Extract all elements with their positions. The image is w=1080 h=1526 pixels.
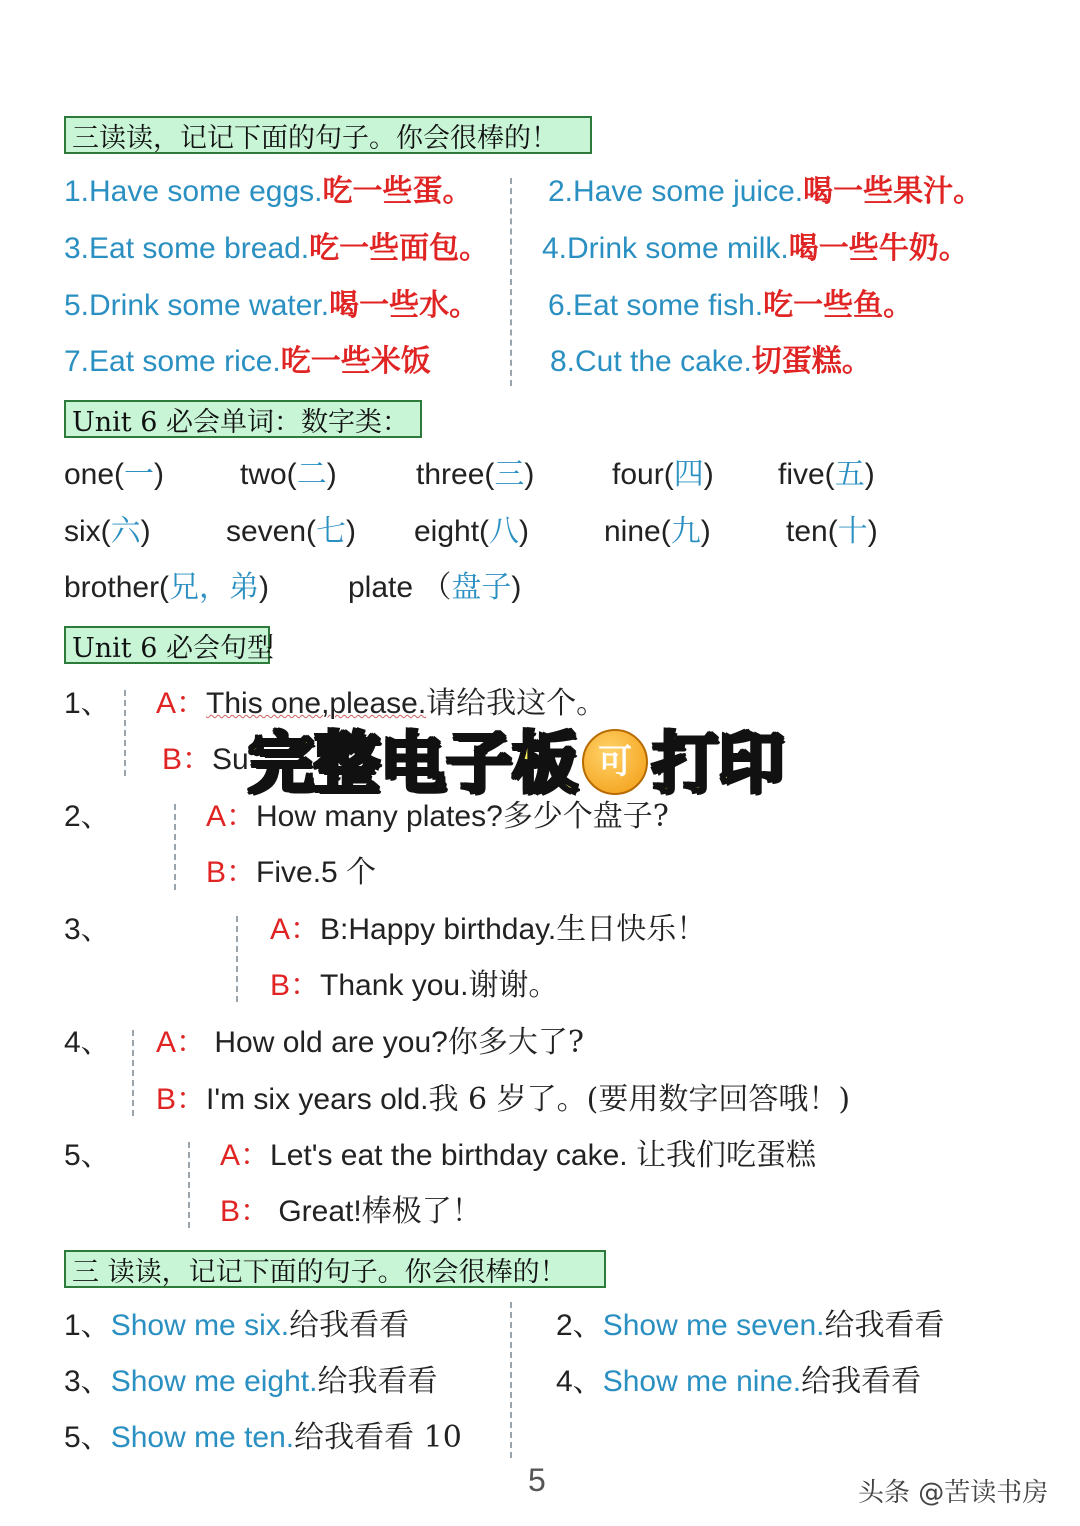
sentence-1: 1.Have some eggs.吃一些蛋。 [64,174,473,209]
dialog-1-divider [124,690,126,776]
dialog-2-a: A：How many plates?多少个盘子? [206,799,669,834]
show-me-2: 2、Show me seven.给我看看 [556,1308,945,1343]
dialog-4-number: 4、 [64,1026,111,1059]
section4-divider [510,1302,512,1458]
word-seven: seven(七) [226,514,357,549]
dialog-3-number: 3、 [64,913,111,946]
dialog-2-b: B：Five.5 个 [206,855,377,890]
page-number: 5 [528,1462,546,1498]
section2-heading: Unit 6 必会单词：数字类： [64,400,422,438]
word-two: two(二) [240,457,337,492]
dialog-3-b: B：Thank you.谢谢。 [270,968,559,1003]
show-me-3: 3、Show me eight.给我看看 [64,1364,438,1399]
word-ten: ten(十) [786,514,878,549]
word-three: three(三) [416,457,535,492]
section1-heading: 三读读，记记下面的句子。你会很棒的！ [64,116,592,154]
sentence-7: 7.Eat some rice.吃一些米饭 [64,344,431,379]
emoji-ke-icon: 可 [582,729,648,795]
dialog-2-number: 2、 [64,800,111,833]
word-plate: plate （盘子) [348,570,522,605]
dialog-1-number: 1、 [64,687,111,720]
dialog-2-divider [174,804,176,890]
word-four: four(四) [612,457,714,492]
sentence-8: 8.Cut the cake.切蛋糕。 [550,344,872,379]
word-nine: nine(九) [604,514,711,549]
print-banner: 完整电子板 可 打印 [248,725,784,802]
sentence-6: 6.Eat some fish.吃一些鱼。 [548,288,914,323]
word-brother: brother(兄，弟) [64,570,270,605]
sentence-4: 4.Drink some milk.喝一些牛奶。 [542,231,969,266]
dialog-4-divider [132,1030,134,1116]
dialog-1-a: A：This one,please.请给我这个。 [156,686,607,721]
show-me-1: 1、Show me six.给我看看 [64,1308,410,1343]
sentence-5: 5.Drink some water.喝一些水。 [64,288,480,323]
dialog-5-b: B： Great!棒极了！ [220,1194,482,1229]
column-divider [510,178,512,386]
dialog-4-a: A： How old are you?你多大了? [156,1025,584,1060]
section4-heading: 三 读读，记记下面的句子。你会很棒的！ [64,1250,606,1288]
dialog-3-divider [236,916,238,1002]
dialog-5-number: 5、 [64,1139,111,1172]
show-me-4: 4、Show me nine.给我看看 [556,1364,922,1399]
word-one: one(一) [64,457,165,492]
dialog-4-b: B：I'm six years old.我 6 岁了。(要用数字回答哦！) [156,1082,851,1117]
word-five: five(五) [778,457,875,492]
show-me-5: 5、Show me ten.给我看看 10 [64,1420,462,1455]
sentence-3: 3.Eat some bread.吃一些面包。 [64,231,490,266]
dialog-1-b: B：Su [162,743,249,776]
dialog-5-divider [188,1142,190,1228]
sentence-2: 2.Have some juice.喝一些果汁。 [548,174,984,209]
dialog-3-a: A：B:Happy birthday.生日快乐！ [270,912,707,947]
section3-heading: Unit 6 必会句型 [64,626,270,664]
word-six: six(六) [64,514,151,549]
word-eight: eight(八) [414,514,530,549]
dialog-5-a: A：Let's eat the birthday cake. 让我们吃蛋糕 [220,1138,816,1173]
watermark: 头条 @苦读书房 [858,1478,1049,1508]
